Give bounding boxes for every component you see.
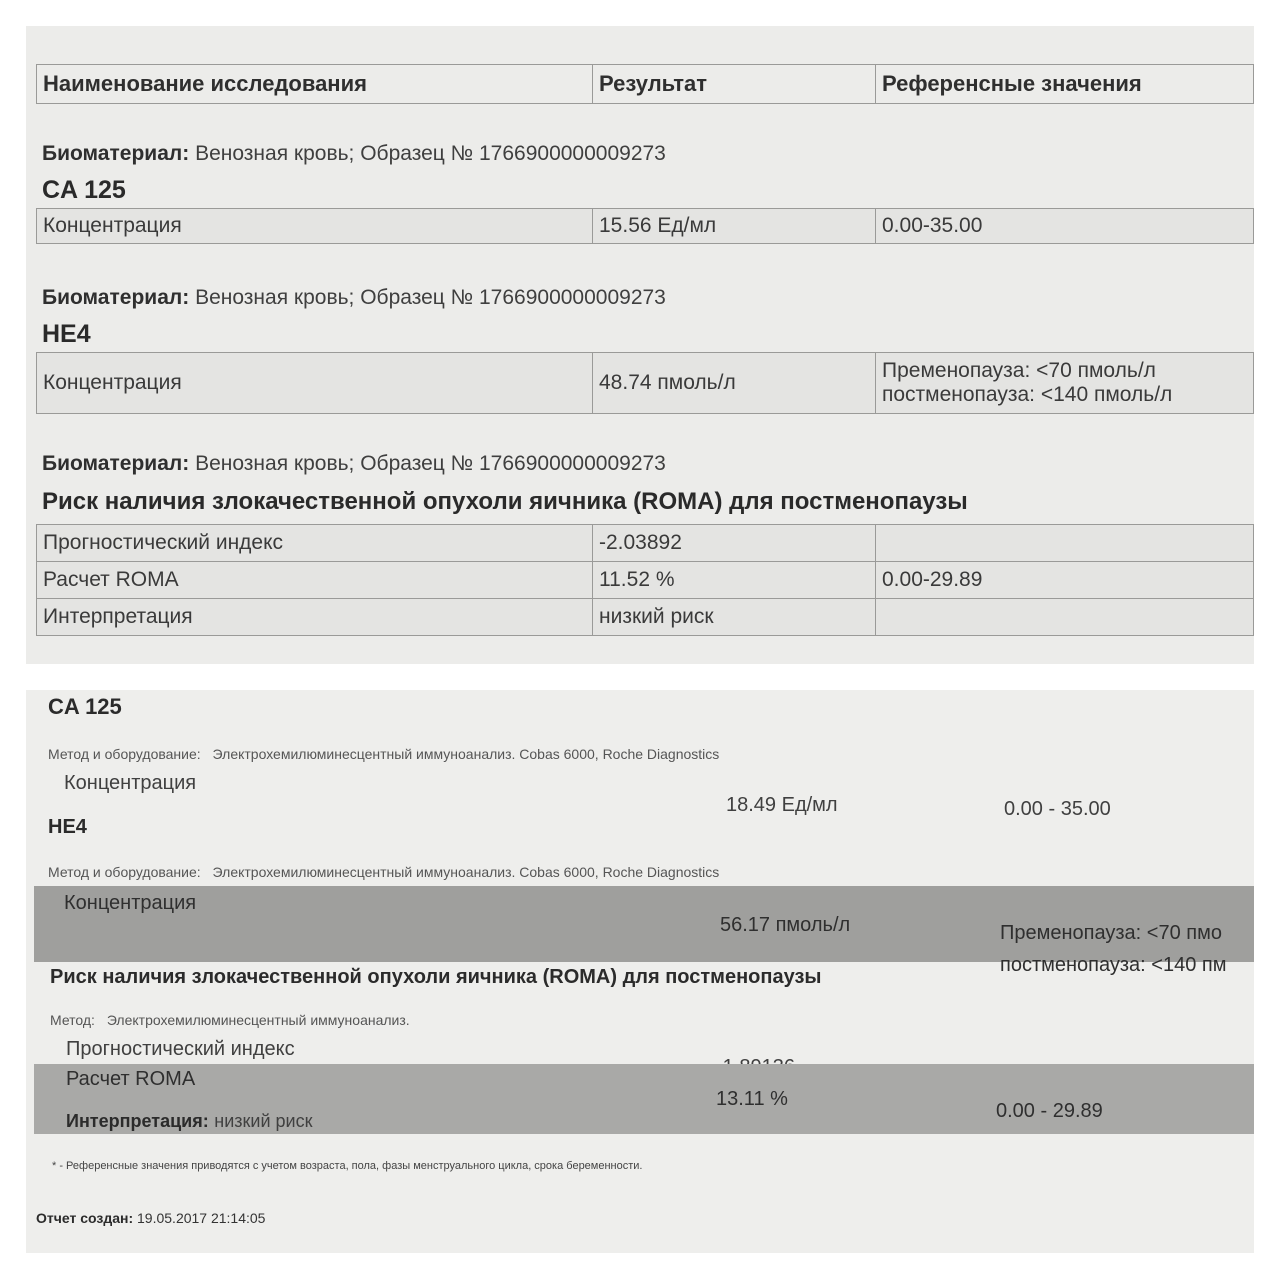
he4-param: Концентрация xyxy=(64,892,197,914)
roma-table xyxy=(36,524,1254,636)
he4-result: 48.74 пмоль/л xyxy=(593,353,876,414)
results-header-table xyxy=(36,64,1254,104)
table-row: Прогностический индекс -2.03892 xyxy=(37,525,1254,562)
table-row: Расчет ROMA 11.52 % 0.00-29.89 xyxy=(37,562,1254,599)
method-line: Метод и оборудование: Электрохемилюминесцентный иммуноанализ. Cobas 6000, Roche Diagnostics xyxy=(48,864,720,880)
roma-interpretation: Интерпретация: низкий риск xyxy=(66,1111,313,1131)
ca125-reference: 0.00-35.00 xyxy=(876,209,1254,244)
roma-calc-reference: 0.00 - 29.89 xyxy=(996,1100,1103,1122)
he4-reference-line1: Пременопауза: <70 пмо xyxy=(1000,922,1222,944)
ca125-result: 15.56 Ед/мл xyxy=(593,209,876,244)
report-created: Отчет создан: 19.05.2017 21:14:05 xyxy=(36,1210,266,1226)
ca125-table xyxy=(36,208,1254,244)
ca125-reference: 0.00 - 35.00 xyxy=(1004,798,1111,820)
ca125-param: Концентрация xyxy=(64,772,197,794)
ca125-title: CA 125 xyxy=(42,176,126,204)
he4-table xyxy=(36,352,1254,414)
roma-calc-value: 13.11 % xyxy=(716,1088,788,1110)
he4-reference-line2: постменопауза: <140 пм xyxy=(1000,954,1227,976)
ca125-result: 18.49 Ед/мл xyxy=(726,794,838,816)
lab-report-photo-2 xyxy=(26,690,1254,1253)
roma-method-line: Метод: Электрохемилюминесцентный иммуноанализ. xyxy=(50,1012,410,1028)
ca125-param: Концентрация xyxy=(37,209,593,244)
he4-title: HE4 xyxy=(48,816,87,838)
header-name: Наименование исследования xyxy=(37,65,593,104)
footnote: * - Референсные значения приводятся с учетом возраста, пола, фазы менструального цикла, срока беременности. xyxy=(52,1160,643,1172)
table-row: Интерпретация низкий риск xyxy=(37,599,1254,636)
he4-reference: Пременопауза: <70 пмоль/л постменопауза: <140 пмоль/л xyxy=(876,353,1254,414)
header-reference: Референсные значения xyxy=(876,65,1254,104)
he4-title: HE4 xyxy=(42,320,91,348)
biomaterial-line: Биоматериал: Венозная кровь; Образец № 1766900000009273 xyxy=(42,286,666,309)
roma-calc-label: Расчет ROMA xyxy=(66,1068,196,1090)
he4-result: 56.17 пмоль/л xyxy=(720,914,851,936)
biomaterial-line: Биоматериал: Венозная кровь; Образец № 1766900000009273 xyxy=(42,142,666,165)
header-result: Результат xyxy=(593,65,876,104)
method-line: Метод и оборудование: Электрохемилюминесцентный иммуноанализ. Cobas 6000, Roche Diagnostics xyxy=(48,746,720,762)
roma-title: Риск наличия злокачественной опухоли яичника (ROMA) для постменопаузы xyxy=(42,488,968,515)
ca125-title: CA 125 xyxy=(48,694,122,719)
roma-title: Риск наличия злокачественной опухоли яичника (ROMA) для постменопаузы xyxy=(50,966,822,988)
he4-param: Концентрация xyxy=(37,353,593,414)
biomaterial-line: Биоматериал: Венозная кровь; Образец № 1766900000009273 xyxy=(42,452,666,475)
lab-report-photo-1 xyxy=(26,26,1254,664)
roma-index-label: Прогностический индекс xyxy=(66,1038,295,1060)
